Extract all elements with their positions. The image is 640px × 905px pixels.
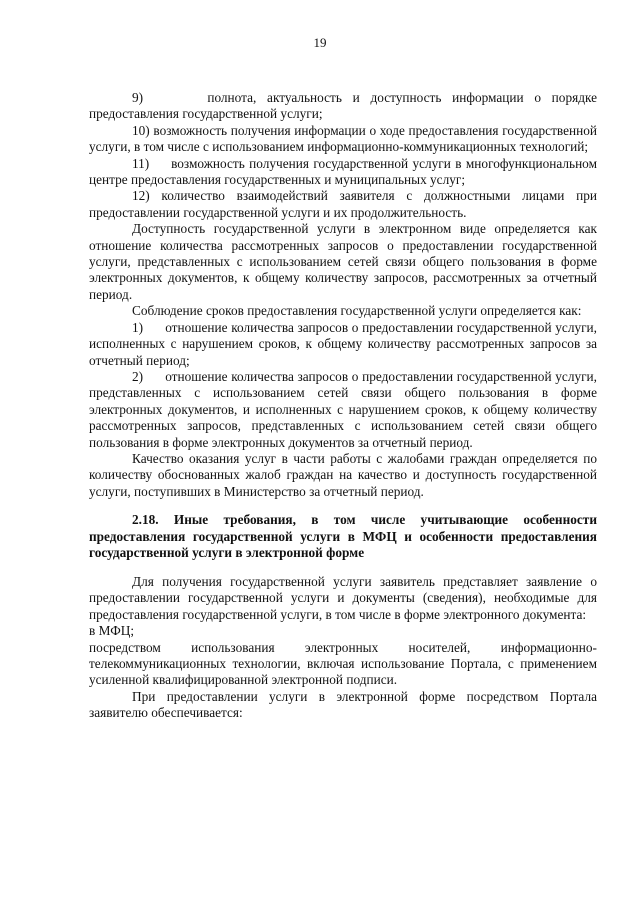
- list-item: в МФЦ;: [89, 623, 135, 639]
- list-item: посредством использования электронных носителей, информационно-телекоммуникационных технологии, включая использование Портала, с применением усиленной квалифицированной электронной подписи.: [89, 639, 597, 688]
- section-heading: 2.18. Иные требования, в том числе учитывающие особенности предоставления государственной услуги в МФЦ и особенности предоставления государственной услуги в электронной форме: [89, 512, 597, 561]
- paragraph: 12) количество взаимодействий заявителя с должностными лицами при предоставлении государственной услуги и их продолжительность.: [89, 188, 597, 220]
- page-number: 19: [313, 35, 327, 50]
- paragraph: 1) отношение количества запросов о предоставлении государственной услуги, исполненных с нарушением сроков, к общему количеству рассмотренных запросов за отчетный период;: [89, 319, 597, 368]
- paragraph: 10) возможность получения информации о ходе предоставления государственной услуги, в том числе с использованием информационно-коммуникационных технологий;: [89, 122, 597, 155]
- document-body: [89, 90, 597, 722]
- paragraph: Доступность государственной услуги в электронном виде определяется как отношение количества рассмотренных запросов о предоставлении государственной услуги, представленных с использованием сетей связи общего пользования в форме электронных документов, к общему количеству запросов, рассмотренных за отчетный период.: [89, 221, 597, 302]
- paragraph: 11) возможность получения государственной услуги в многофункциональном центре предоставления государственных и муниципальных услуг;: [89, 155, 597, 188]
- paragraph: Для получения государственной услуги заявитель представляет заявление о предоставлении государственной услуги и документы (сведения), необходимые для предоставления государственной услуги, в том числе в форме электронного документа:: [89, 573, 597, 622]
- paragraph: 9) полнота, актуальность и доступность информации о порядке предоставления государственной услуги;: [89, 90, 597, 122]
- paragraph: 2) отношение количества запросов о предоставлении государственной услуги, представленных с использованием сетей связи общего пользования в форме электронных документов, и исполненных с нарушением сроков, к общему количеству рассмотренных запросов, представленных с использованием сетей связи общего пользования в форме электронных документов за отчетный период.: [89, 368, 597, 450]
- paragraph: Качество оказания услуг в части работы с жалобами граждан определяется по количеству обоснованных жалоб граждан на качество и доступность государственной услуги, поступивших в Министерство за отчетный период.: [89, 450, 597, 499]
- paragraph: Соблюдение сроков предоставления государственной услуги определяется как:: [132, 303, 582, 319]
- paragraph: При предоставлении услуги в электронной форме посредством Портала заявителю обеспечивается:: [89, 688, 597, 721]
